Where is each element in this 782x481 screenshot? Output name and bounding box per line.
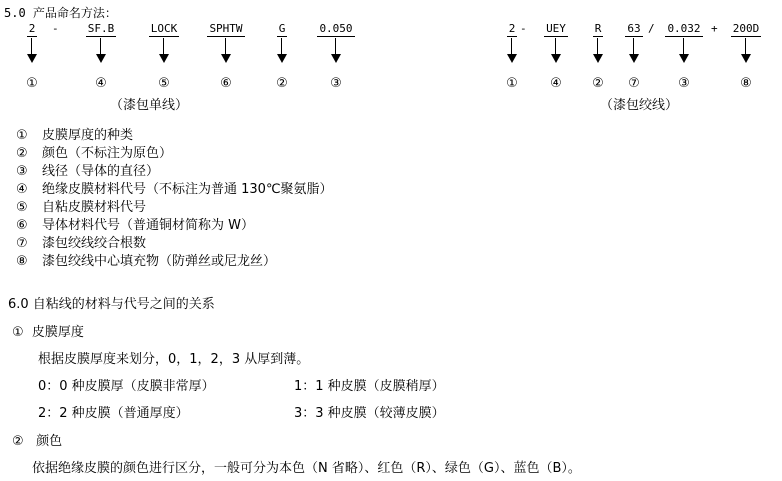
section-title: 6.0 自粘线的材料与代号之间的关系 xyxy=(8,297,215,312)
down-arrow-icon xyxy=(679,38,689,64)
ref-number: ① xyxy=(506,76,518,91)
code-right-1: 2 xyxy=(508,22,516,35)
thickness-item: 1：1 种皮膜（皮膜稍厚） xyxy=(294,379,445,394)
ref-number: ④ xyxy=(95,76,107,91)
down-arrow-icon xyxy=(96,38,106,64)
separator-plus: + xyxy=(711,22,718,35)
ref-number: ② xyxy=(592,76,604,91)
code-left-1: 2 xyxy=(28,22,36,35)
list-item: ③ 线径（导体的直径） xyxy=(16,164,160,179)
ref-number: ⑧ xyxy=(740,76,752,91)
subsection-1-desc: 根据皮膜厚度来划分，0，1，2，3 从厚到薄。 xyxy=(38,352,310,367)
code-right-5: 0.032 xyxy=(667,22,701,35)
ref-number: ⑤ xyxy=(158,76,170,91)
list-item: ② 颜色（不标注为原色） xyxy=(16,146,173,161)
page-heading: 5.0 产品命名方法： xyxy=(4,6,117,20)
ref-number: ④ xyxy=(550,76,562,91)
thickness-item: 0：0 种皮膜厚（皮膜非常厚） xyxy=(38,379,215,394)
list-item: ⑥ 导体材料代号（普通铜材简称为 W） xyxy=(16,218,254,233)
subsection-1-title: ① 皮膜厚度 xyxy=(12,325,84,340)
separator-slash: / xyxy=(648,22,655,35)
code-left-3: LOCK xyxy=(150,22,178,35)
subsection-2-title: ② 颜色 xyxy=(12,434,63,449)
down-arrow-icon xyxy=(741,38,751,64)
code-left-2: SF.B xyxy=(87,22,115,35)
separator-dash: - xyxy=(520,22,527,35)
ref-number: ① xyxy=(26,76,38,91)
code-right-3: R xyxy=(594,22,602,35)
subsection-2-desc: 依据绝缘皮膜的颜色进行区分，一般可分为本色（N 省略）、红色（R）、绿色（G）、蓝色（B）。 xyxy=(32,461,581,476)
code-left-6: 0.050 xyxy=(319,22,353,35)
thickness-item: 2：2 种皮膜（普通厚度） xyxy=(38,406,189,421)
down-arrow-icon xyxy=(507,38,517,64)
down-arrow-icon xyxy=(277,38,287,64)
list-item: ① 皮膜厚度的种类 xyxy=(16,128,134,143)
down-arrow-icon xyxy=(27,38,37,64)
ref-number: ⑦ xyxy=(628,76,640,91)
down-arrow-icon xyxy=(221,38,231,64)
down-arrow-icon xyxy=(551,38,561,64)
code-right-2: UEY xyxy=(546,22,566,35)
thickness-item: 3：3 种皮膜（较薄皮膜） xyxy=(294,406,445,421)
code-right-4: 63 xyxy=(627,22,641,35)
code-left-5: G xyxy=(278,22,286,35)
separator-dash: - xyxy=(52,22,59,35)
list-item: ⑦ 漆包绞线绞合根数 xyxy=(16,236,147,251)
down-arrow-icon xyxy=(331,38,341,64)
list-item: ④ 绝缘皮膜材料代号（不标注为普通 130℃聚氨脂） xyxy=(16,182,333,197)
down-arrow-icon xyxy=(159,38,169,64)
legend-list xyxy=(16,127,333,271)
code-right-6: 200D xyxy=(732,22,760,35)
ref-number: ③ xyxy=(330,76,342,91)
code-left-4: SPHTW xyxy=(209,22,243,35)
ref-number: ③ xyxy=(678,76,690,91)
down-arrow-icon xyxy=(629,38,639,64)
left-caption: （漆包单线） xyxy=(110,98,189,113)
right-caption: （漆包绞线） xyxy=(600,98,679,113)
list-item: ⑧ 漆包绞线中心填充物（防弹丝或尼龙丝） xyxy=(16,254,277,269)
down-arrow-icon xyxy=(593,38,603,64)
ref-number: ⑥ xyxy=(220,76,232,91)
ref-number: ② xyxy=(276,76,288,91)
list-item: ⑤ 自粘皮膜材料代号 xyxy=(16,200,147,215)
